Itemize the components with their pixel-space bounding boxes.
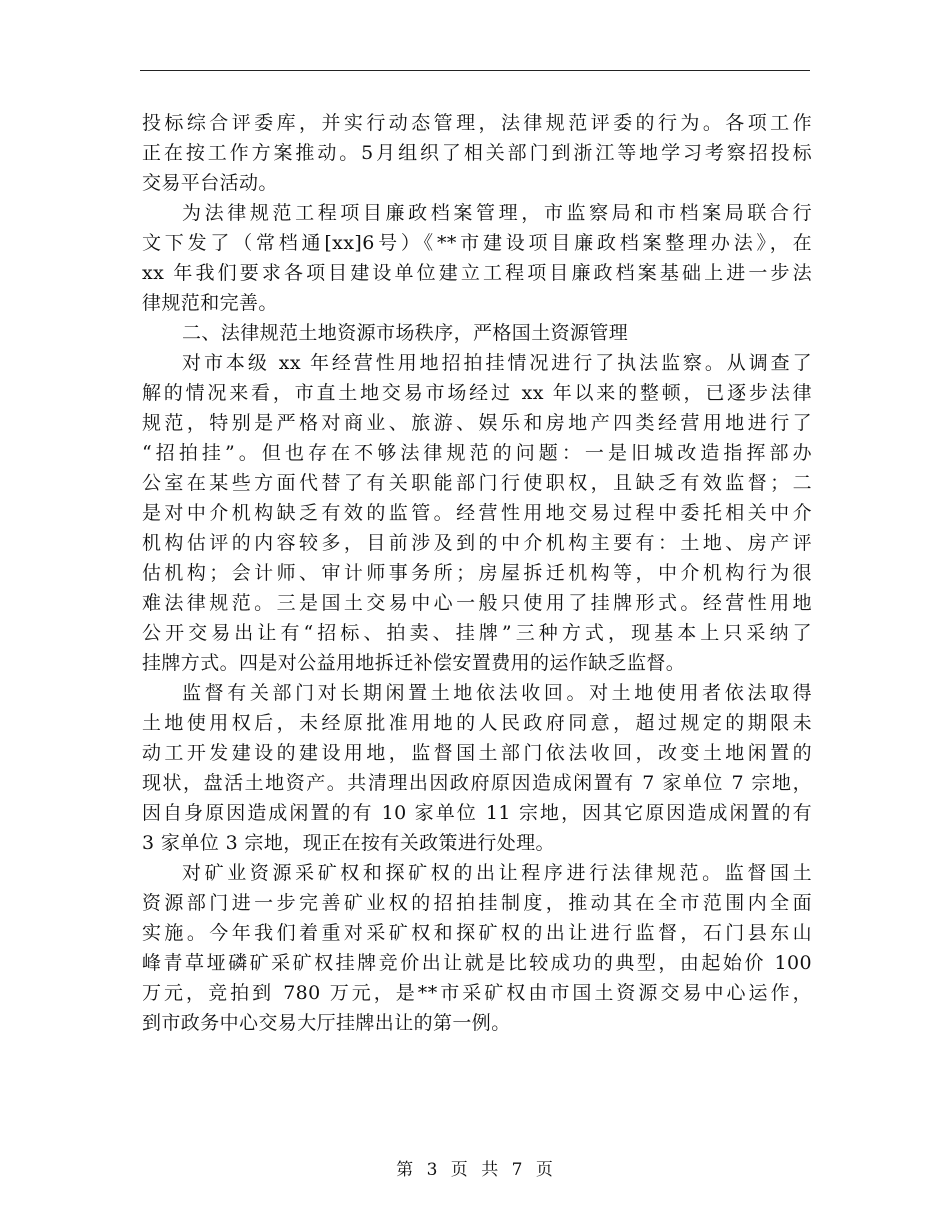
text-line: 峰青草垭磷矿采矿权挂牌竞价出让就是比较成功的典型，由起始价 100 xyxy=(142,952,812,974)
paragraph-start-line: 监督有关部门对长期闲置土地依法收回。对土地使用者依法取得 xyxy=(182,682,812,704)
header-rule xyxy=(140,70,810,71)
text-line: 到市政务中心交易大厅挂牌出让的第一例。 xyxy=(142,1012,511,1034)
text-line: 万元，竞拍到 780 万元，是**市采矿权由市国土资源交易中心运作， xyxy=(142,982,812,1004)
text-line: 估机构；会计师、审计师事务所；房屋拆迁机构等，中介机构行为很 xyxy=(142,562,812,584)
text-line: 律规范和完善。 xyxy=(142,292,278,314)
text-line: 正在按工作方案推动。5月组织了相关部门到浙江等地学习考察招投标 xyxy=(142,142,812,164)
text-line: 资源部门进一步完善矿业权的招拍挂制度，推动其在全市范围内全面 xyxy=(142,892,812,914)
text-line: 难法律规范。三是国土交易中心一般只使用了挂牌形式。经营性用地 xyxy=(142,592,812,614)
text-line: 公室在某些方面代替了有关职能部门行使职权，且缺乏有效监督；二 xyxy=(142,472,812,494)
text-line: 现状，盘活土地资产。共清理出因政府原因造成闲置有 7 家单位 7 宗地， xyxy=(142,772,812,794)
text-line: 是对中介机构缺乏有效的监管。经营性用地交易过程中委托相关中介 xyxy=(142,502,812,524)
page-number: 第 3 页 共 7 页 xyxy=(396,1160,554,1180)
text-line: 挂牌方式。四是对公益用地拆迁补偿安置费用的运作缺乏监督。 xyxy=(142,652,686,674)
paragraph-start-line: 对市本级 xx 年经营性用地招拍挂情况进行了执法监察。从调查了 xyxy=(182,352,812,374)
document-body xyxy=(142,108,812,1038)
text-line: 动工开发建设的建设用地，监督国土部门依法收回，改变土地闲置的 xyxy=(142,742,812,764)
text-line: “招拍挂”。但也存在不够法律规范的问题：一是旧城改造指挥部办 xyxy=(142,442,812,464)
text-line: 规范，特别是严格对商业、旅游、娱乐和房地产四类经营用地进行了 xyxy=(142,412,812,434)
text-line: 实施。今年我们着重对采矿权和探矿权的出让进行监督，石门县东山 xyxy=(142,922,812,944)
text-line: 3 家单位 3 宗地，现正在按有关政策进行处理。 xyxy=(142,832,555,854)
text-line: xx 年我们要求各项目建设单位建立工程项目廉政档案基础上进一步法 xyxy=(142,262,812,284)
text-line: 文下发了（常档通[xx]6号）《**市建设项目廉政档案整理办法》，在 xyxy=(142,232,812,254)
text-line: 投标综合评委库，并实行动态管理，法律规范评委的行为。各项工作 xyxy=(142,112,812,134)
section-heading: 二、法律规范土地资源市场秩序，严格国土资源管理 xyxy=(182,322,629,344)
text-line: 土地使用权后，未经原批准用地的人民政府同意，超过规定的期限未 xyxy=(142,712,812,734)
paragraph-start-line: 为法律规范工程项目廉政档案管理，市监察局和市档案局联合行 xyxy=(182,202,812,224)
text-line: 公开交易出让有“招标、拍卖、挂牌”三种方式，现基本上只采纳了 xyxy=(142,622,812,644)
text-line: 交易平台活动。 xyxy=(142,172,278,194)
text-line: 因自身原因造成闲置的有 10 家单位 11 宗地，因其它原因造成闲置的有 xyxy=(142,802,812,824)
text-line: 机构估评的内容较多，目前涉及到的中介机构主要有：土地、房产评 xyxy=(142,532,812,554)
text-line: 解的情况来看，市直土地交易市场经过 xx 年以来的整顿，已逐步法律 xyxy=(142,382,812,404)
paragraph-start-line: 对矿业资源采矿权和探矿权的出让程序进行法律规范。监督国土 xyxy=(182,862,812,884)
